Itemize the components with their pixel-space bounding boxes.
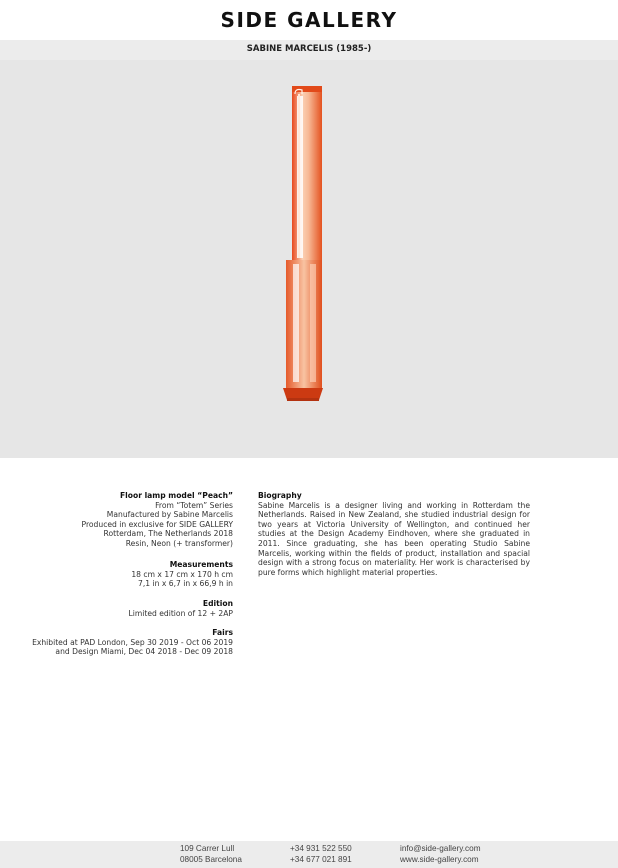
measurements-heading: Measurements [169, 560, 233, 569]
biography-text: Sabine Marcelis is a designer living and working in Rotterdam the Netherlands. Raised in New Zealand, she studied industrial design for two years at Victoria University of Wellington, and continued her studies at the Design Academy Eindhoven, where she graduated in 2011. Since graduating, she has been operating Studio Sabine Marcelis, working within the fields of product, installation and spacial design with a strong focus on materiality. Her work is characterised by pure forms which highlight material properties. [258, 500, 530, 577]
artist-title: SABINE MARCELIS (1985-) [246, 44, 372, 54]
measurement-line: 7,1 in x 6,7 in x 66,9 h in [138, 579, 233, 589]
product-line: Produced in exclusive for SIDE GALLERY [81, 519, 233, 529]
measurements-section [20, 560, 233, 589]
product-line: Manufactured by Sabine Marcelis [106, 510, 233, 520]
email-link[interactable]: info@side-gallery.com [400, 844, 481, 853]
edition-line: Limited edition of 12 + 2AP [128, 608, 233, 618]
phone-number[interactable]: +34 677 021 891 [290, 854, 352, 864]
product-line: Rotterdam, The Netherlands 2018 [103, 529, 233, 539]
address-line: 109 Carrer Lull [180, 844, 235, 853]
product-line: From “Totem” Series [155, 500, 233, 510]
measurement-line: 18 cm x 17 cm x 170 h cm [131, 569, 233, 579]
product-title: Floor lamp model “Peach” [119, 491, 233, 500]
fairs-heading: Fairs [212, 628, 233, 637]
biography-heading: Biography [258, 491, 302, 500]
footer-phones [290, 844, 352, 865]
floor-lamp-image [280, 82, 326, 404]
product-line: Resin, Neon (+ transformer) [125, 538, 233, 548]
phone-number[interactable]: +34 931 522 550 [290, 844, 352, 853]
gallery-logo[interactable]: SIDE GALLERY [220, 8, 398, 32]
biography-section [258, 491, 530, 577]
website-link[interactable]: www.side-gallery.com [400, 854, 479, 864]
fairs-line: and Design Miami, Dec 04 2018 - Dec 09 2018 [55, 647, 233, 657]
footer-web [400, 844, 481, 865]
fairs-line: Exhibited at PAD London, Sep 30 2019 - Oct 06 2019 [32, 637, 233, 647]
address-line: 08005 Barcelona [180, 854, 242, 864]
edition-section [20, 599, 233, 618]
footer-address [180, 844, 242, 865]
edition-heading: Edition [202, 599, 233, 608]
product-info [20, 491, 233, 549]
fairs-section [20, 628, 233, 657]
